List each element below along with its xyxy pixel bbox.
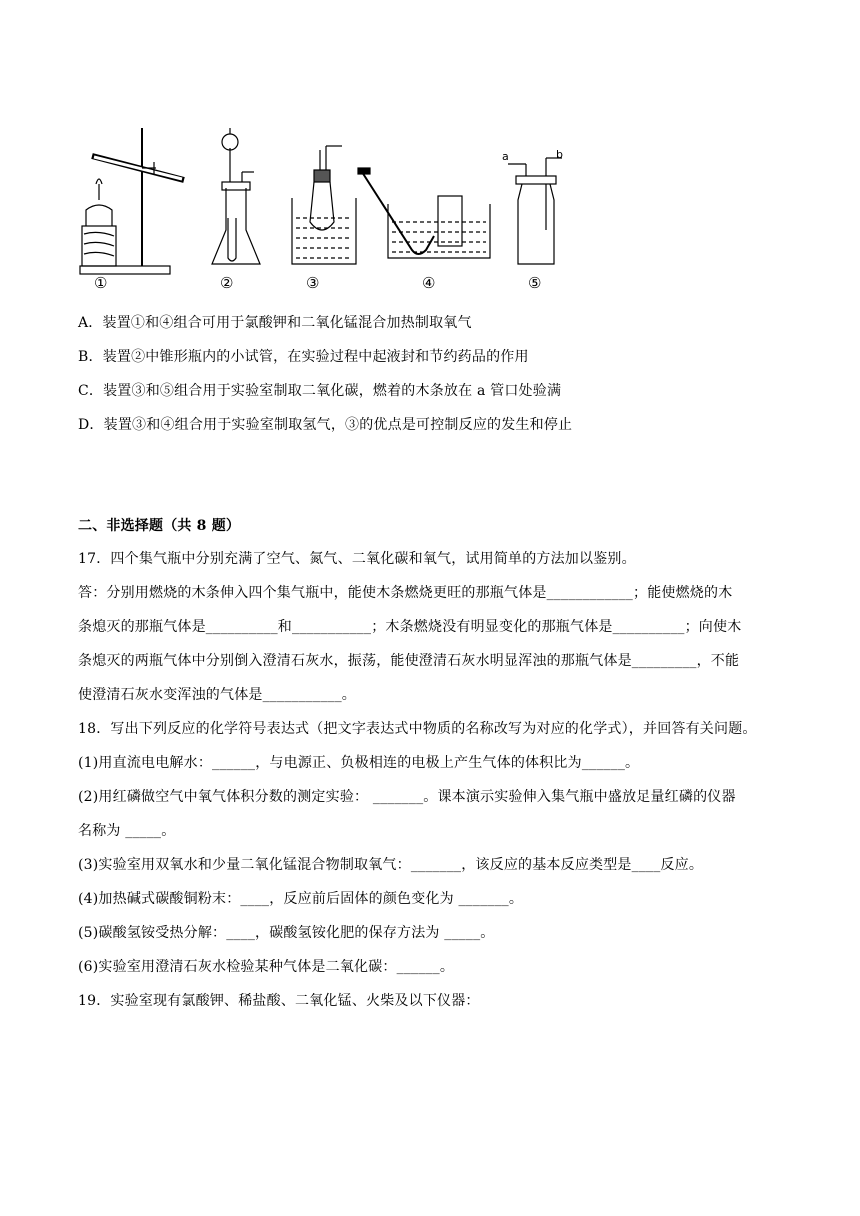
tube-a-label: a [502,150,509,163]
option-d: D．装置③和④组合用于实验室制取氢气，③的优点是可控制反应的发生和停止 [78,417,573,433]
apparatus-3-beaker [292,146,356,264]
question-18-part-3: (3)实验室用双氧水和少量二氧化锰混合物制取氧气：_______，该反应的基本反应类型是____反应。 [78,857,704,873]
apparatus-4-trough [358,168,490,258]
question-18-part-1: (1)用直流电电解水：______，与电源正、负极相连的电极上产生气体的体积比为______。 [78,755,640,771]
question-18-part-4: (4)加热碱式碳酸铜粉末：____，反应前后固体的颜色变化为 _______。 [78,891,524,907]
figure-label-1: ① [94,274,108,292]
question-19: 19．实验室现有氯酸钾、稀盐酸、二氧化锰、火柴及以下仪器： [78,993,480,1009]
question-17: 17．四个集气瓶中分别充满了空气、氮气、二氧化碳和氧气，试用简单的方法加以鉴别。 [78,551,636,567]
tube-b-label: b [556,148,563,161]
question-18: 18．写出下列反应的化学符号表达式（把文字表达式中物质的名称改写为对应的化学式），并回答有关问题。 [78,721,757,737]
question-18-part-2-cont: 名称为 _____。 [78,823,176,839]
option-b: B．装置②中锥形瓶内的小试管，在实验过程中起液封和节约药品的作用 [78,349,529,365]
option-c: C．装置③和⑤组合用于实验室制取二氧化碳，燃着的木条放在 a 管口处验满 [78,383,562,399]
section-heading: 二、非选择题（共 8 题） [78,518,241,534]
apparatus-2-flask [212,128,260,264]
answer-17-line-1: 答：分别用燃烧的木条伸入四个集气瓶中，能使木条燃烧更旺的那瓶气体是____________；能使燃烧的木 [78,585,733,601]
question-18-part-6: (6)实验室用澄清石灰水检验某种气体是二氧化碳：______。 [78,959,455,975]
answer-17-line-4: 使澄清石灰水变浑浊的气体是___________。 [78,687,356,703]
figure-label-3: ③ [306,274,320,292]
figure-label-2: ② [220,274,234,292]
answer-17-line-2: 条熄灭的那瓶气体是__________和___________；木条燃烧没有明显变化的那瓶气体是__________；向使木 [78,619,742,635]
answer-17-line-3: 条熄灭的两瓶气体中分别倒入澄清石灰水，振荡，能使澄清石灰水明显浑浊的那瓶气体是_________，不能 [78,653,740,669]
question-18-part-2: (2)用红磷做空气中氧气体积分数的测定实验： _______。课本演示实验伸入集气瓶中盛放足量红磷的仪器 [78,789,736,805]
apparatus-figure [70,118,590,293]
question-18-part-5: (5)碳酸氢铵受热分解：____，碳酸氢铵化肥的保存方法为 _____。 [78,925,495,941]
apparatus-1-heating [80,128,184,274]
option-a: A．装置①和④组合可用于氯酸钾和二氧化锰混合加热制取氧气 [78,315,472,331]
figure-label-5: ⑤ [528,274,542,292]
apparatus-5-gas-bottle [508,158,562,264]
figure-label-4: ④ [422,274,436,292]
